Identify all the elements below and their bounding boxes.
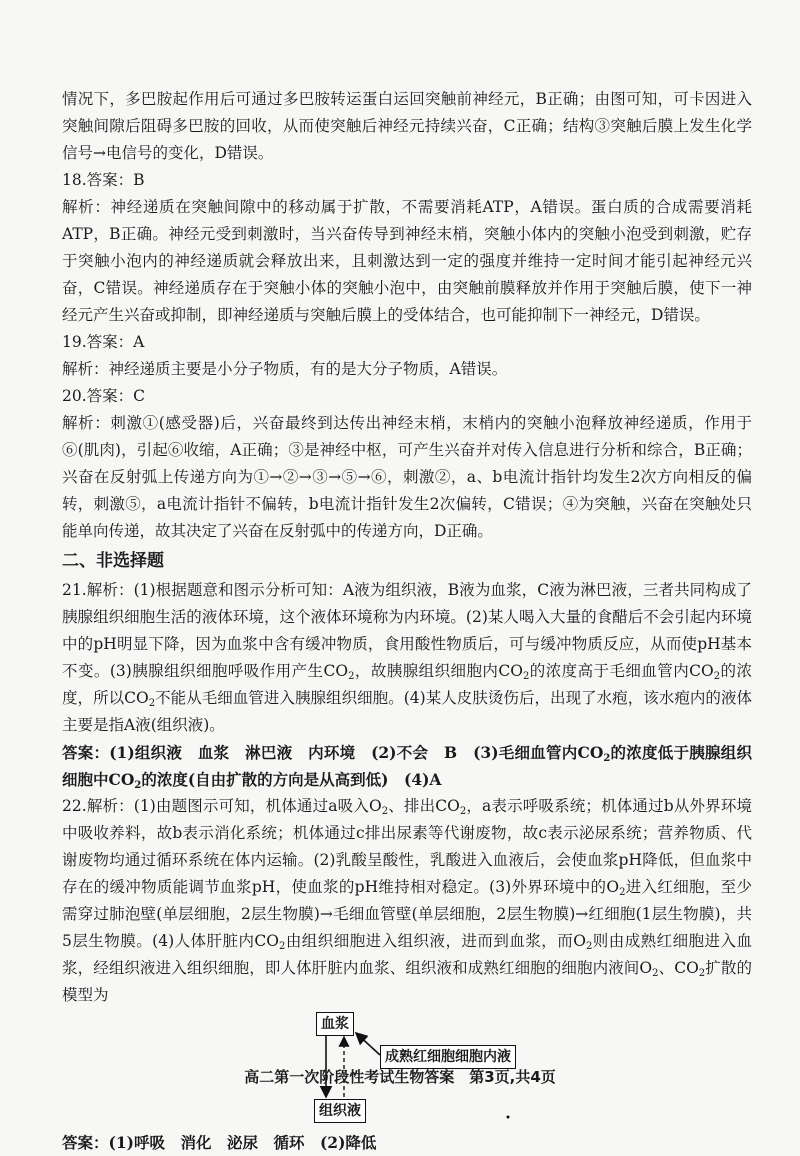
q21-analysis: 21.解析：(1)根据题意和图示分析可知：A液为组织液，B液为血浆，C液为淋巴液，三者共同构成了胰腺组织细胞生活的液体环境，这个液体环境称为内环境。(2)某人喝入大量的食醋后不会引起内环境中的pH明显下降，因为血浆中含有缓冲物质，食用酸性物质后，可与缓冲物质反应，从而使pH基本不变。(3)胰腺组织细胞呼吸作用产生$CO_2$，故胰腺组织细胞内$CO_2$的浓度高于毛细血管内$CO_2$的浓度，所以$CO_2$不能从毛细血管进入胰腺组织细胞。(4)某人皮肤烫伤后，出现了水疱，该水疱内的液体主要是指A液(组织液)。 [62, 581, 752, 734]
q18-analysis: 解析：神经递质在突触间隙中的移动属于扩散，不需要消耗ATP，A错误。蛋白质的合成需要消耗ATP，B正确。神经元受到刺激时，当兴奋传导到神经末梢，突触小体内的突触小泡受到刺激，贮存于突触小泡内的神经递质就会释放出来，且刺激达到一定的强度并维持一定时间才能引起神经元兴奋，C错误。神经递质存在于突触小体的突触小泡中，由突触前膜释放并作用于突触后膜，使下一神经元产生兴奋或抑制，即神经递质与突触后膜上的受体结合，也可能抑制下一神经元，D错误。 [62, 198, 752, 324]
q22-analysis: 22.解析：(1)由题图示可知，机体通过a吸入$O_2$、排出$CO_2$，a表示呼吸系统；机体通过b从外界环境中吸收养料，故b表示消化系统；机体通过c排出尿素等代谢废物，故c表示泌尿系统；营养物质、代谢废物均通过循环系统在体内运输。(2)乳酸呈酸性，乳酸进入血液后，会使血浆pH降低，但血浆中存在的缓冲物质能调节血浆pH，使血浆的pH维持相对稳定。(3)外界环境中的$O_2$进入红细胞，至少需穿过肺泡壁(单层细胞，2层生物膜)→毛细血管壁(单层细胞，2层生物膜)→红细胞(1层生物膜)，共5层生物膜。(4)人体肝脏内$CO_2$由组织细胞进入组织液，进而到血浆，而$O_2$则由成熟红细胞进入血浆，经组织液进入组织细胞，即人体肝脏内血浆、组织液和成熟红细胞的细胞内液间$O_2$、$CO_2$扩散的模型为 [62, 797, 752, 1004]
tissue-fluid-box: 组织液 [314, 1099, 366, 1123]
arrow-rbc-to-plasma [356, 1033, 380, 1055]
q18-answer: 18.答案：B [62, 171, 145, 189]
q21-answer: 答案：(1)组织液 血浆 淋巴液 内环境 (2)不会 B (3)毛细血管内$CO_2$的浓度低于胰腺组织细胞中$CO_2$的浓度(自由扩散的方向是从高到低) (4)A [62, 743, 752, 791]
dot-mark [507, 1116, 510, 1119]
q20-analysis: 解析：刺激①(感受器)后，兴奋最终到达传出神经末梢，末梢内的突触小泡释放神经递质，作用于⑥(肌肉)，引起⑥收缩，A正确；③是神经中枢，可产生兴奋并对传入信息进行分析和综合，B正确；兴奋在反射弧上传递方向为①→②→③→⑤→⑥，刺激②，a、b电流计指针均发生2次方向相反的偏转，刺激⑤，a电流计指针不偏转，b电流计指针发生2次偏转，C错误；④为突触，兴奋在突触处只能单向传递，故其决定了兴奋在反射弧中的传递方向，D正确。 [62, 414, 752, 540]
plasma-box: 血浆 [316, 1012, 354, 1036]
q17-analysis-continued: 情况下，多巴胺起作用后可通过多巴胺转运蛋白运回突触前神经元，B正确；由图可知，可卡因进入突触间隙后阻碍多巴胺的回收，从而使突触后神经元持续兴奋，C正确；结构③突触后膜上发生化学信号→电信号的变化，D错误。 [62, 90, 752, 162]
rbc-fluid-box: 成熟红细胞细胞内液 [380, 1045, 516, 1069]
q19-analysis: 解析：神经递质主要是小分子物质，有的是大分子物质，A错误。 [62, 360, 508, 378]
q19-answer: 19.答案：A [62, 333, 145, 351]
q22-answer: 答案：(1)呼吸 消化 泌尿 循环 (2)降低 [62, 1133, 377, 1152]
section-title-non-choice: 二、非选择题 [62, 551, 164, 571]
page-content [62, 86, 752, 1156]
q20-answer: 20.答案：C [62, 387, 146, 405]
page-footer: 高二第一次阶段性考试生物答案 第3页,共4页 [244, 1068, 556, 1086]
